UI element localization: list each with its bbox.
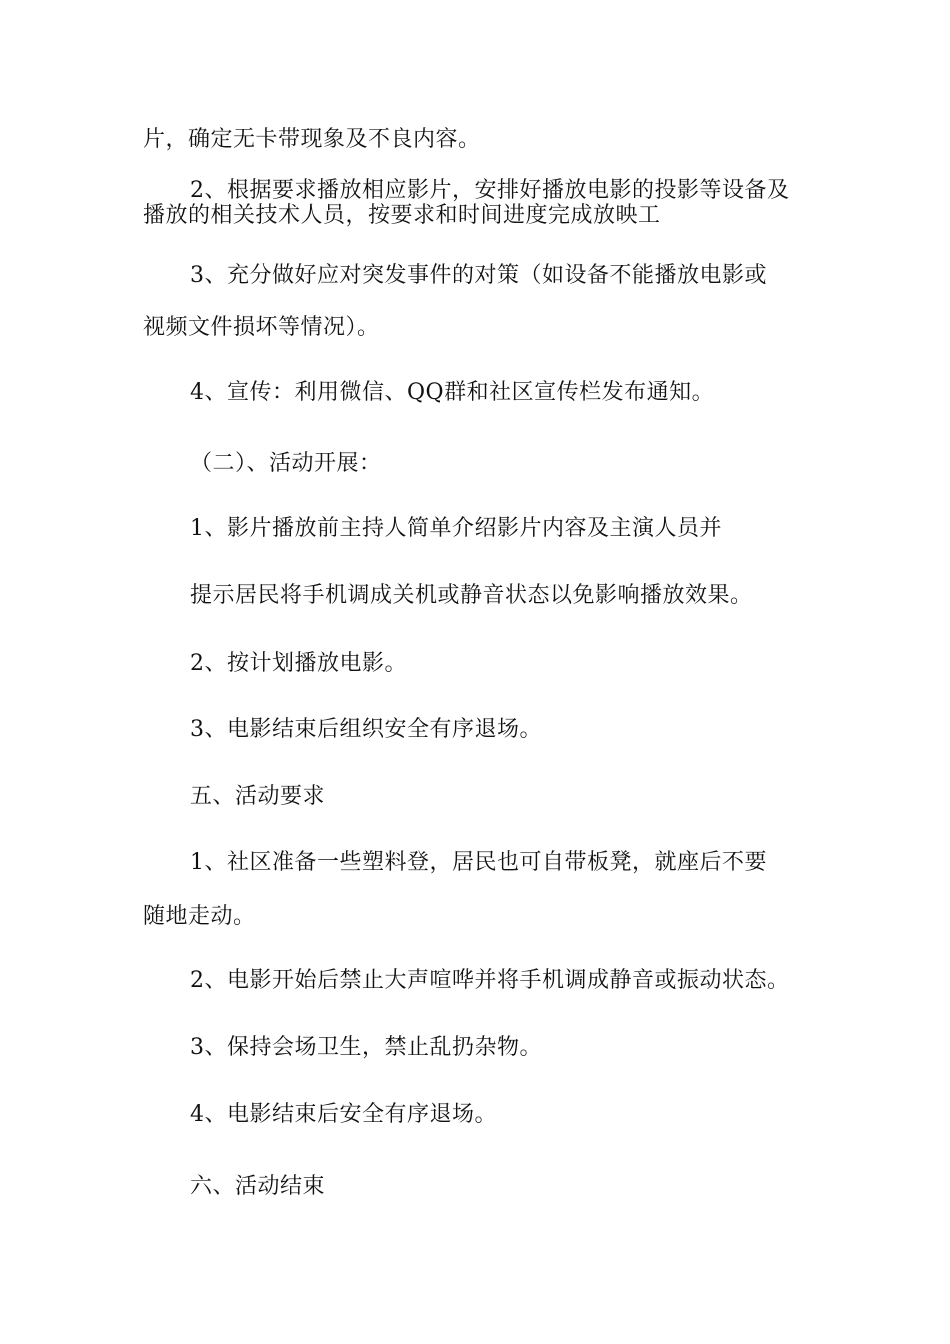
- text-line: 2、电影开始后禁止大声喧哗并将手机调成静音或振动状态。: [190, 968, 790, 993]
- text-line: 4、电影结束后安全有序退场。: [190, 1102, 497, 1127]
- text-line: 4、宣传：利用微信、QQ群和社区宣传栏发布通知。: [190, 380, 715, 405]
- text-line: 3、保持会场卫生，禁止乱扔杂物。: [190, 1035, 542, 1060]
- text-line: 3、充分做好应对突发事件的对策（如设备不能播放电影或: [190, 263, 767, 288]
- section-heading: 五、活动要求: [190, 784, 326, 809]
- text-line: 视频文件损坏等情况）。: [143, 315, 380, 340]
- text-line: 3、电影结束后组织安全有序退场。: [190, 717, 542, 742]
- text-line: 1、社区准备一些塑料登，居民也可自带板凳，就座后不要: [190, 850, 767, 875]
- text-line: 播放的相关技术人员，按要求和时间进度完成放映工: [143, 203, 661, 228]
- text-line: 2、按计划播放电影。: [190, 651, 407, 676]
- text-line: 提示居民将手机调成关机或静音状态以免影响播放效果。: [190, 583, 753, 608]
- text-line: 片，确定无卡带现象及不良内容。: [143, 127, 481, 152]
- text-line: 1、影片播放前主持人简单介绍影片内容及主演人员并: [190, 516, 722, 541]
- text-line: 2、根据要求播放相应影片，安排好播放电影的投影等设备及: [190, 178, 790, 203]
- text-line: 随地走动。: [143, 904, 256, 929]
- section-heading: （二）、活动开展：: [190, 451, 382, 476]
- section-heading: 六、活动结束: [190, 1174, 326, 1199]
